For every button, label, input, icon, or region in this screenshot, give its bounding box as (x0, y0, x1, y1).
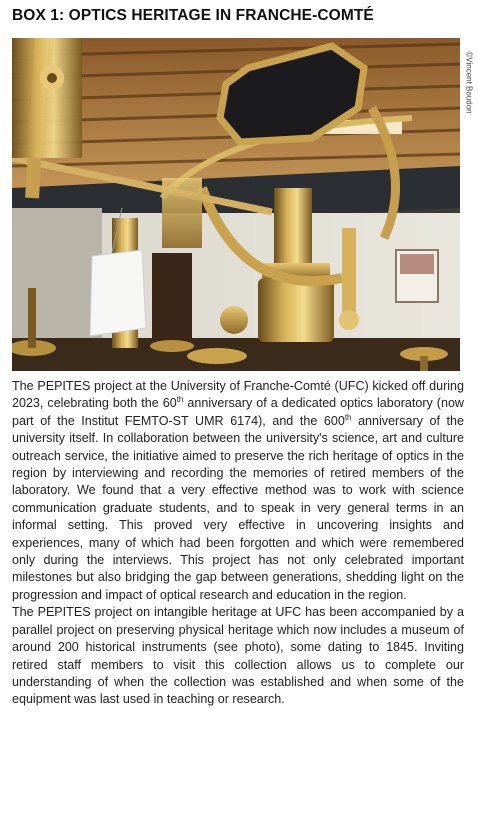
box-body (12, 378, 464, 709)
paragraph-1-part-b: anniversary of a dedicated optics laboratory (now part of the Institut FEMTO-ST UMR 6174), and the 600 (12, 396, 464, 428)
historical-optics-instrument-image (12, 38, 460, 371)
paragraph-1-part-a: The PEPITES project at the University of Franche-Comté (UFC) kicked off during 2023, celebrating both the 60 (12, 379, 464, 411)
paragraph-2: The PEPITES project on intangible heritage at UFC has been accompanied by a parallel project on preserving physical heritage which now includes a museum of around 200 historical instruments (see photo), some dating to 1845. Inviting retired staff members to visit this collection allows us to complete our understanding of when the collection was established and when some of the equipment was last used in teaching or research. (12, 605, 464, 707)
paragraph-1-part-c: anniversary of the university itself. In collaboration between the university's science, art and culture outreach service, the initiative aimed to preserve the rich heritage of optics in the region by interviewing and recording the memories of retired members of the laboratory. We found that a very effective method was to work with science communication graduate students, and to speak in very general terms in an informal setting. This proved very effective in uncovering insights and experiences, many of which had been forgotten and which were remembered only during the interviews. This project has not only celebrated important milestones but also bridging the gap between generations, shedding light on the progression and impact of optical research and education in the region. (12, 413, 464, 602)
photo-credit (462, 38, 476, 371)
superscript-th-1: th (176, 395, 184, 405)
superscript-th-2: th (344, 412, 352, 422)
paragraph-1 (12, 378, 464, 604)
box-title: BOX 1: OPTICS HERITAGE IN FRANCHE-COMTÉ (12, 7, 374, 24)
instrument-photo (12, 38, 460, 371)
photo-credit-text: ©Vincent Boudon (464, 51, 474, 114)
